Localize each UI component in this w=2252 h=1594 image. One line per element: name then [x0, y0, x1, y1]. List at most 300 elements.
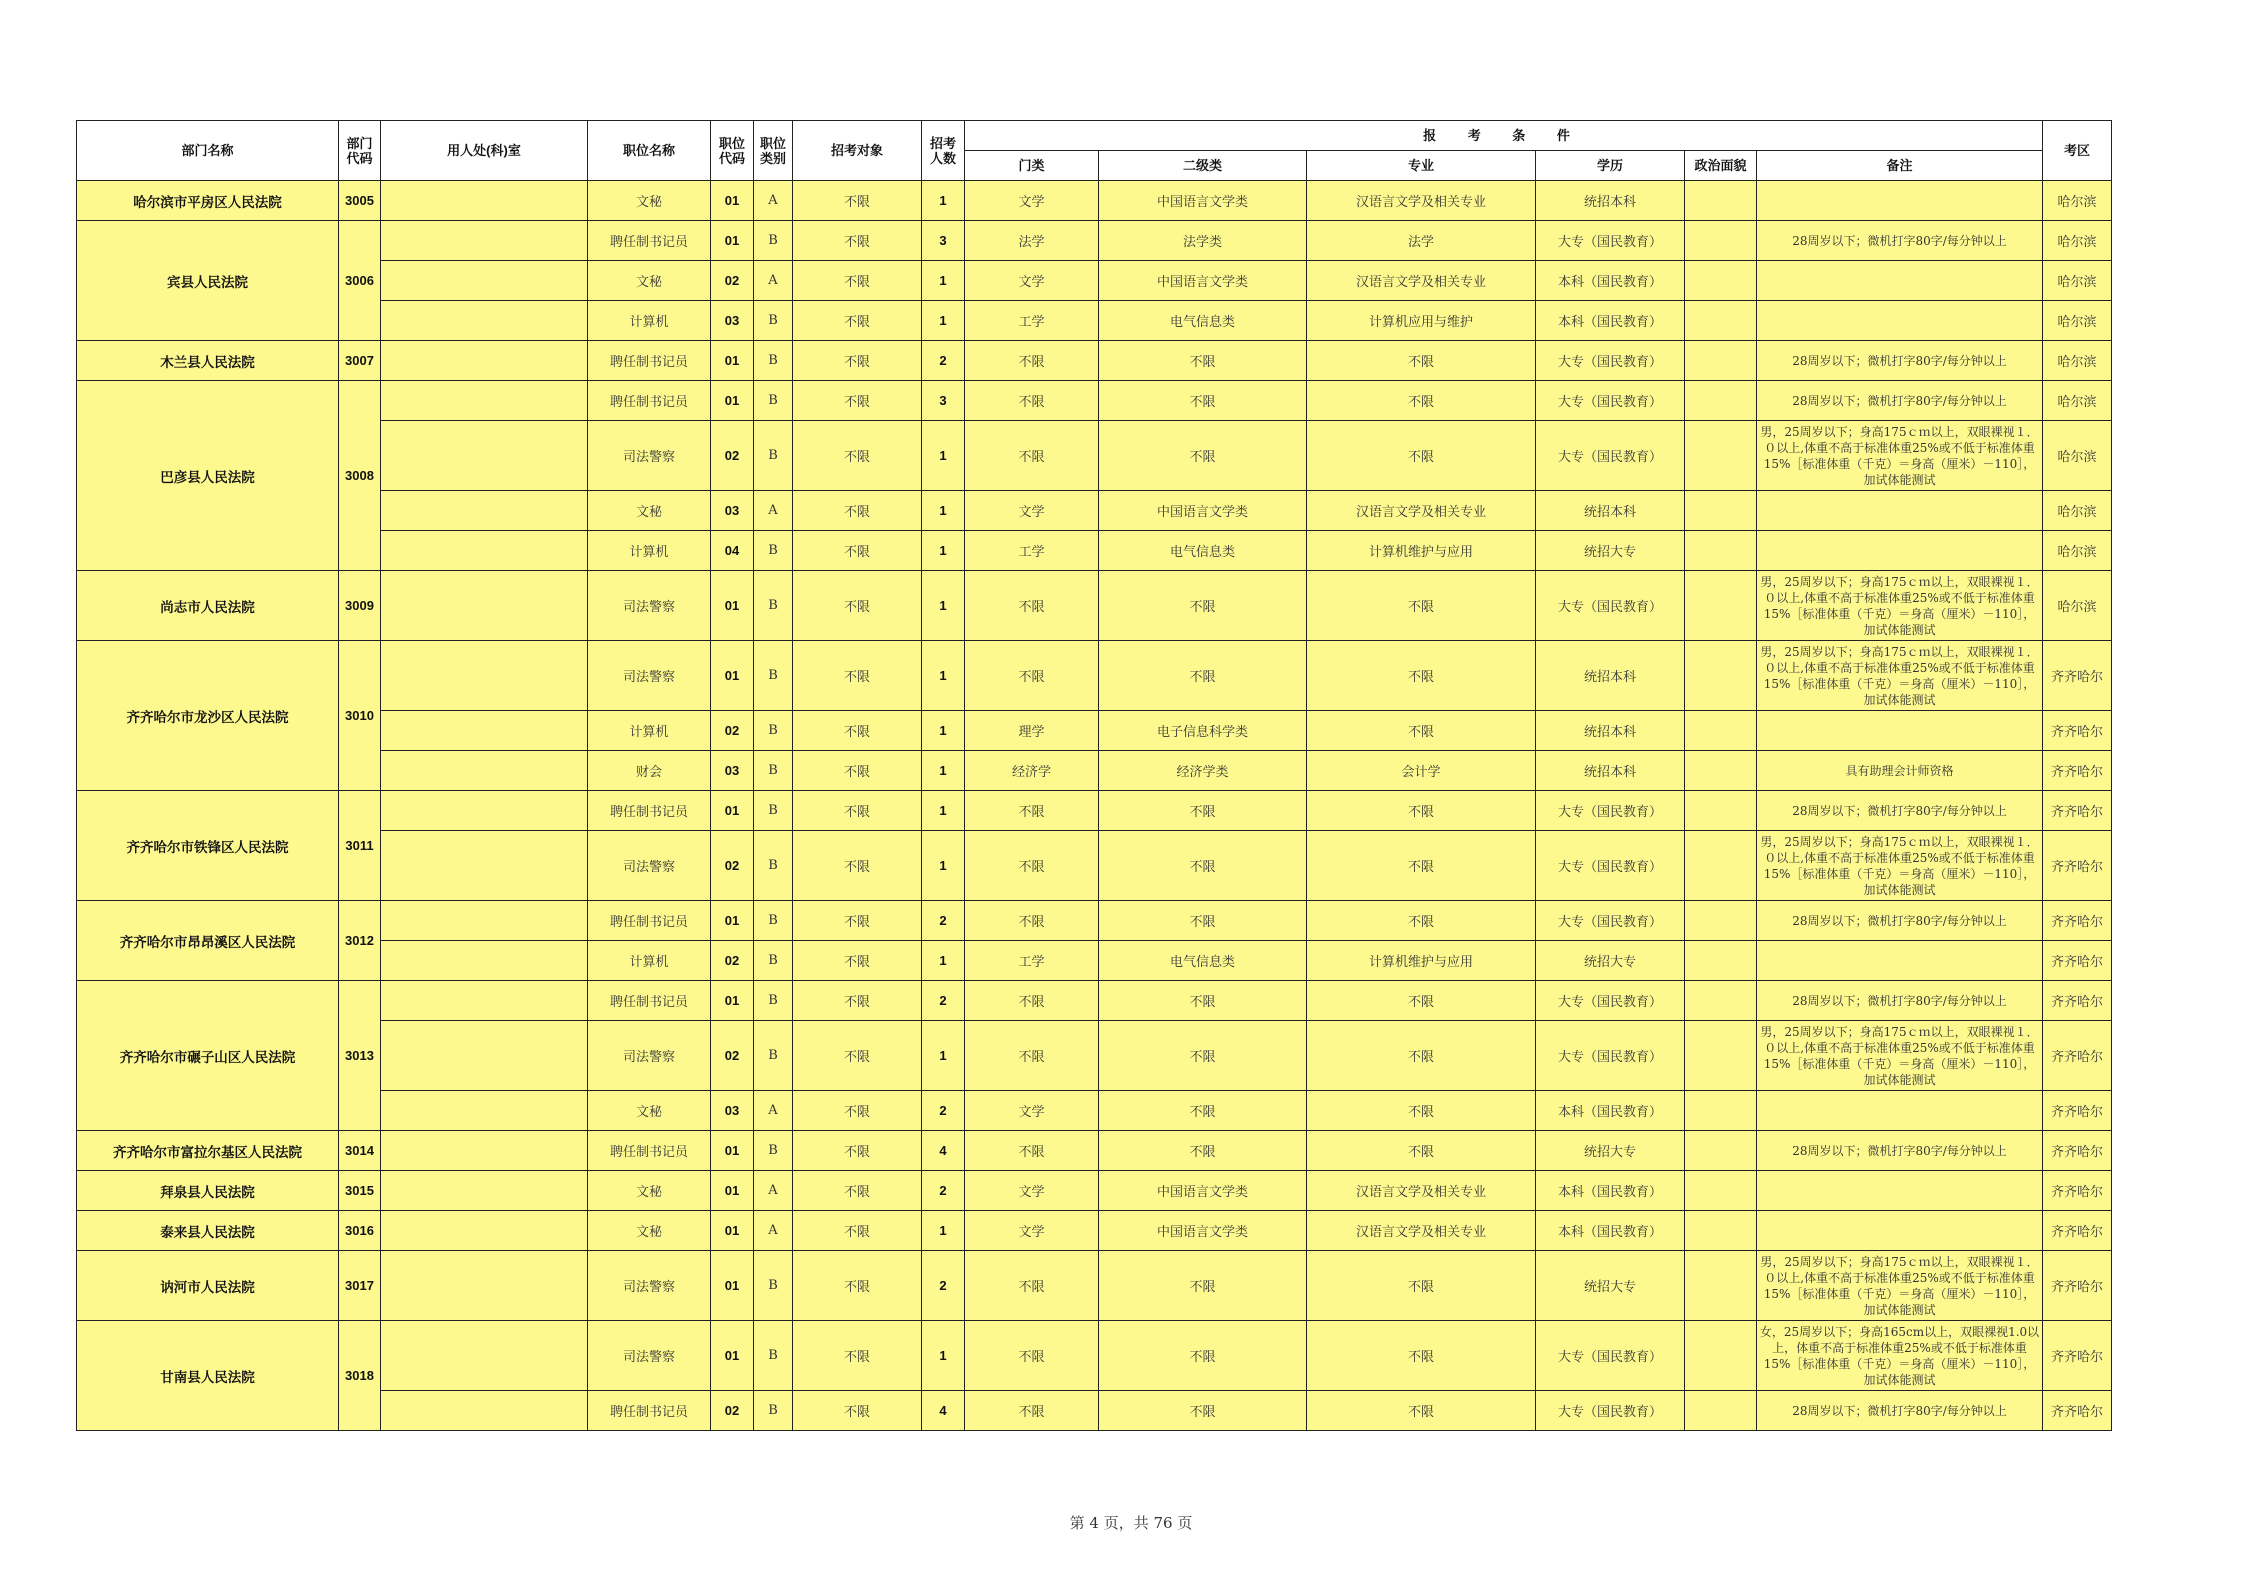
menlei-cell: 文学	[965, 181, 1099, 221]
erji-cell: 不限	[1099, 571, 1307, 641]
education-cell: 本科（国民教育）	[1536, 261, 1685, 301]
count-cell: 2	[922, 981, 965, 1021]
political-cell	[1685, 941, 1757, 981]
political-cell	[1685, 1171, 1757, 1211]
header-position-name: 职位名称	[588, 121, 711, 181]
position-code-cell: 02	[711, 261, 754, 301]
education-cell: 统招本科	[1536, 491, 1685, 531]
political-cell	[1685, 301, 1757, 341]
education-cell: 统招大专	[1536, 531, 1685, 571]
major-cell: 不限	[1307, 341, 1536, 381]
major-cell: 计算机维护与应用	[1307, 531, 1536, 571]
dept-code-cell: 3017	[339, 1251, 381, 1321]
menlei-cell: 不限	[965, 1251, 1099, 1321]
position-code-cell: 02	[711, 941, 754, 981]
office-cell	[381, 1091, 588, 1131]
office-cell	[381, 341, 588, 381]
menlei-cell: 不限	[965, 1021, 1099, 1091]
count-cell: 4	[922, 1391, 965, 1431]
education-cell: 本科（国民教育）	[1536, 1171, 1685, 1211]
erji-cell: 不限	[1099, 901, 1307, 941]
office-cell	[381, 181, 588, 221]
count-cell: 3	[922, 221, 965, 261]
header-menlei: 门类	[965, 151, 1099, 181]
target-cell: 不限	[793, 1171, 922, 1211]
education-cell: 统招本科	[1536, 641, 1685, 711]
region-cell: 哈尔滨	[2043, 571, 2112, 641]
major-cell: 不限	[1307, 1251, 1536, 1321]
table-row	[77, 221, 2112, 261]
table-row	[77, 1211, 2112, 1251]
count-cell: 1	[922, 301, 965, 341]
position-code-cell: 01	[711, 571, 754, 641]
position-name-cell: 聘任制书记员	[588, 981, 711, 1021]
position-name-cell: 文秘	[588, 1091, 711, 1131]
note-cell	[1757, 531, 2043, 571]
position-code-cell: 02	[711, 421, 754, 491]
region-cell: 哈尔滨	[2043, 531, 2112, 571]
erji-cell: 不限	[1099, 1321, 1307, 1391]
education-cell: 统招大专	[1536, 1251, 1685, 1321]
position-name-cell: 司法警察	[588, 421, 711, 491]
menlei-cell: 不限	[965, 981, 1099, 1021]
region-cell: 齐齐哈尔	[2043, 1391, 2112, 1431]
target-cell: 不限	[793, 941, 922, 981]
position-name-cell: 司法警察	[588, 831, 711, 901]
office-cell	[381, 791, 588, 831]
note-cell: 男，25周岁以下；身高175ｃｍ以上，双眼裸视１．０以上,体重不高于标准体重25%或不低于标准体重15%［标准体重（千克）＝身高（厘米）－110］，加试体能测试	[1757, 1251, 2043, 1321]
office-cell	[381, 941, 588, 981]
count-cell: 2	[922, 1251, 965, 1321]
position-code-cell: 01	[711, 641, 754, 711]
count-cell: 4	[922, 1131, 965, 1171]
position-category-cell: A	[754, 1091, 793, 1131]
count-cell: 1	[922, 941, 965, 981]
major-cell: 不限	[1307, 381, 1536, 421]
dept-code-cell: 3013	[339, 981, 381, 1131]
note-cell: 28周岁以下；微机打字80字/每分钟以上	[1757, 901, 2043, 941]
target-cell: 不限	[793, 341, 922, 381]
menlei-cell: 文学	[965, 1091, 1099, 1131]
erji-cell: 不限	[1099, 421, 1307, 491]
menlei-cell: 不限	[965, 901, 1099, 941]
table-row	[77, 421, 2112, 491]
count-cell: 2	[922, 1171, 965, 1211]
major-cell: 汉语言文学及相关专业	[1307, 1211, 1536, 1251]
erji-cell: 电子信息科学类	[1099, 711, 1307, 751]
menlei-cell: 不限	[965, 341, 1099, 381]
region-cell: 哈尔滨	[2043, 221, 2112, 261]
target-cell: 不限	[793, 181, 922, 221]
note-cell: 男，25周岁以下；身高175ｃｍ以上，双眼裸视１．０以上,体重不高于标准体重25%或不低于标准体重15%［标准体重（千克）＝身高（厘米）－110］，加试体能测试	[1757, 641, 2043, 711]
erji-cell: 电气信息类	[1099, 531, 1307, 571]
note-cell	[1757, 181, 2043, 221]
education-cell: 大专（国民教育）	[1536, 571, 1685, 641]
dept-code-cell: 3016	[339, 1211, 381, 1251]
note-cell: 28周岁以下；微机打字80字/每分钟以上	[1757, 1391, 2043, 1431]
note-cell: 男，25周岁以下；身高175ｃｍ以上，双眼裸视１．０以上,体重不高于标准体重25%或不低于标准体重15%［标准体重（千克）＝身高（厘米）－110］，加试体能测试	[1757, 571, 2043, 641]
page-number: 第 4 页，共 76 页	[1069, 1514, 1193, 1532]
office-cell	[381, 901, 588, 941]
region-cell: 齐齐哈尔	[2043, 941, 2112, 981]
political-cell	[1685, 491, 1757, 531]
office-cell	[381, 1211, 588, 1251]
menlei-cell: 法学	[965, 221, 1099, 261]
major-cell: 不限	[1307, 1321, 1536, 1391]
political-cell	[1685, 751, 1757, 791]
note-cell: 28周岁以下；微机打字80字/每分钟以上	[1757, 791, 2043, 831]
region-cell: 齐齐哈尔	[2043, 1091, 2112, 1131]
count-cell: 1	[922, 421, 965, 491]
position-code-cell: 01	[711, 1211, 754, 1251]
major-cell: 不限	[1307, 1131, 1536, 1171]
target-cell: 不限	[793, 261, 922, 301]
erji-cell: 不限	[1099, 641, 1307, 711]
menlei-cell: 不限	[965, 1321, 1099, 1391]
table-row	[77, 751, 2112, 791]
table-row	[77, 1131, 2112, 1171]
position-name-cell: 文秘	[588, 181, 711, 221]
region-cell: 齐齐哈尔	[2043, 641, 2112, 711]
political-cell	[1685, 1251, 1757, 1321]
region-cell: 齐齐哈尔	[2043, 1171, 2112, 1211]
erji-cell: 不限	[1099, 1091, 1307, 1131]
region-cell: 齐齐哈尔	[2043, 1251, 2112, 1321]
menlei-cell: 不限	[965, 791, 1099, 831]
political-cell	[1685, 1211, 1757, 1251]
position-category-cell: B	[754, 1131, 793, 1171]
position-code-cell: 02	[711, 1391, 754, 1431]
erji-cell: 中国语言文学类	[1099, 261, 1307, 301]
count-cell: 2	[922, 901, 965, 941]
political-cell	[1685, 791, 1757, 831]
note-cell	[1757, 261, 2043, 301]
position-code-cell: 02	[711, 831, 754, 901]
note-cell	[1757, 941, 2043, 981]
recruitment-table	[76, 120, 2112, 1431]
position-category-cell: B	[754, 531, 793, 571]
dept-name-cell: 讷河市人民法院	[77, 1251, 339, 1321]
erji-cell: 不限	[1099, 981, 1307, 1021]
position-name-cell: 计算机	[588, 531, 711, 571]
political-cell	[1685, 831, 1757, 901]
dept-name-cell: 尚志市人民法院	[77, 571, 339, 641]
count-cell: 2	[922, 1091, 965, 1131]
political-cell	[1685, 1091, 1757, 1131]
dept-code-cell: 3014	[339, 1131, 381, 1171]
note-cell: 28周岁以下；微机打字80字/每分钟以上	[1757, 1131, 2043, 1171]
count-cell: 1	[922, 181, 965, 221]
major-cell: 不限	[1307, 571, 1536, 641]
table-row	[77, 341, 2112, 381]
political-cell	[1685, 531, 1757, 571]
education-cell: 统招本科	[1536, 711, 1685, 751]
dept-code-cell: 3006	[339, 221, 381, 341]
position-code-cell: 01	[711, 1321, 754, 1391]
position-category-cell: B	[754, 1021, 793, 1091]
table-row	[77, 181, 2112, 221]
dept-name-cell: 甘南县人民法院	[77, 1321, 339, 1431]
table-row	[77, 1321, 2112, 1391]
region-cell: 齐齐哈尔	[2043, 831, 2112, 901]
office-cell	[381, 641, 588, 711]
position-code-cell: 03	[711, 751, 754, 791]
political-cell	[1685, 1391, 1757, 1431]
region-cell: 哈尔滨	[2043, 261, 2112, 301]
count-cell: 1	[922, 261, 965, 301]
dept-code-cell: 3009	[339, 571, 381, 641]
dept-name-cell: 拜泉县人民法院	[77, 1171, 339, 1211]
political-cell	[1685, 341, 1757, 381]
note-cell: 具有助理会计师资格	[1757, 751, 2043, 791]
major-cell: 汉语言文学及相关专业	[1307, 1171, 1536, 1211]
political-cell	[1685, 981, 1757, 1021]
position-category-cell: B	[754, 571, 793, 641]
region-cell: 哈尔滨	[2043, 181, 2112, 221]
dept-code-cell: 3018	[339, 1321, 381, 1431]
position-category-cell: B	[754, 831, 793, 901]
position-name-cell: 司法警察	[588, 571, 711, 641]
count-cell: 3	[922, 381, 965, 421]
erji-cell: 不限	[1099, 1021, 1307, 1091]
table-row	[77, 791, 2112, 831]
major-cell: 法学	[1307, 221, 1536, 261]
header-dept-code: 部门代码	[339, 121, 381, 181]
table-row	[77, 941, 2112, 981]
target-cell: 不限	[793, 751, 922, 791]
position-category-cell: B	[754, 941, 793, 981]
menlei-cell: 经济学	[965, 751, 1099, 791]
position-category-cell: B	[754, 221, 793, 261]
note-cell: 男，25周岁以下；身高175ｃｍ以上，双眼裸视１．０以上,体重不高于标准体重25%或不低于标准体重15%［标准体重（千克）＝身高（厘米）－110］，加试体能测试	[1757, 831, 2043, 901]
major-cell: 汉语言文学及相关专业	[1307, 261, 1536, 301]
office-cell	[381, 301, 588, 341]
position-name-cell: 文秘	[588, 491, 711, 531]
position-name-cell: 文秘	[588, 261, 711, 301]
target-cell: 不限	[793, 831, 922, 901]
major-cell: 会计学	[1307, 751, 1536, 791]
position-category-cell: A	[754, 1171, 793, 1211]
position-category-cell: A	[754, 181, 793, 221]
region-cell: 齐齐哈尔	[2043, 1211, 2112, 1251]
political-cell	[1685, 181, 1757, 221]
header-education: 学历	[1536, 151, 1685, 181]
dept-name-cell: 哈尔滨市平房区人民法院	[77, 181, 339, 221]
note-cell: 男，25周岁以下；身高175ｃｍ以上，双眼裸视１．０以上,体重不高于标准体重25%或不低于标准体重15%［标准体重（千克）＝身高（厘米）－110］，加试体能测试	[1757, 421, 2043, 491]
menlei-cell: 不限	[965, 831, 1099, 901]
region-cell: 齐齐哈尔	[2043, 751, 2112, 791]
education-cell: 统招大专	[1536, 941, 1685, 981]
position-category-cell: B	[754, 751, 793, 791]
count-cell: 1	[922, 641, 965, 711]
position-name-cell: 文秘	[588, 1171, 711, 1211]
political-cell	[1685, 571, 1757, 641]
header-office: 用人处(科)室	[381, 121, 588, 181]
region-cell: 齐齐哈尔	[2043, 901, 2112, 941]
erji-cell: 电气信息类	[1099, 301, 1307, 341]
education-cell: 统招本科	[1536, 751, 1685, 791]
major-cell: 计算机维护与应用	[1307, 941, 1536, 981]
education-cell: 本科（国民教育）	[1536, 1091, 1685, 1131]
office-cell	[381, 981, 588, 1021]
menlei-cell: 不限	[965, 421, 1099, 491]
education-cell: 大专（国民教育）	[1536, 1321, 1685, 1391]
menlei-cell: 不限	[965, 1391, 1099, 1431]
table-row	[77, 981, 2112, 1021]
education-cell: 大专（国民教育）	[1536, 1021, 1685, 1091]
header-region: 考区	[2043, 121, 2112, 181]
position-category-cell: B	[754, 1321, 793, 1391]
target-cell: 不限	[793, 301, 922, 341]
count-cell: 1	[922, 1021, 965, 1091]
table-row	[77, 641, 2112, 711]
major-cell: 不限	[1307, 831, 1536, 901]
table-row	[77, 1171, 2112, 1211]
dept-name-cell: 泰来县人民法院	[77, 1211, 339, 1251]
position-code-cell: 01	[711, 981, 754, 1021]
count-cell: 1	[922, 791, 965, 831]
position-code-cell: 01	[711, 1171, 754, 1211]
position-code-cell: 01	[711, 341, 754, 381]
position-code-cell: 01	[711, 1251, 754, 1321]
target-cell: 不限	[793, 571, 922, 641]
menlei-cell: 文学	[965, 1171, 1099, 1211]
erji-cell: 不限	[1099, 1251, 1307, 1321]
education-cell: 统招本科	[1536, 181, 1685, 221]
menlei-cell: 文学	[965, 1211, 1099, 1251]
position-name-cell: 财会	[588, 751, 711, 791]
count-cell: 1	[922, 571, 965, 641]
table-row	[77, 1391, 2112, 1431]
region-cell: 哈尔滨	[2043, 341, 2112, 381]
office-cell	[381, 381, 588, 421]
office-cell	[381, 751, 588, 791]
education-cell: 大专（国民教育）	[1536, 221, 1685, 261]
education-cell: 统招大专	[1536, 1131, 1685, 1171]
count-cell: 1	[922, 711, 965, 751]
note-cell	[1757, 1171, 2043, 1211]
header-political: 政治面貌	[1685, 151, 1757, 181]
dept-code-cell: 3015	[339, 1171, 381, 1211]
erji-cell: 不限	[1099, 381, 1307, 421]
education-cell: 本科（国民教育）	[1536, 301, 1685, 341]
header-count: 招考人数	[922, 121, 965, 181]
position-category-cell: B	[754, 981, 793, 1021]
office-cell	[381, 1021, 588, 1091]
note-cell: 28周岁以下；微机打字80字/每分钟以上	[1757, 221, 2043, 261]
position-code-cell: 01	[711, 1131, 754, 1171]
political-cell	[1685, 711, 1757, 751]
table-row	[77, 261, 2112, 301]
position-code-cell: 03	[711, 1091, 754, 1131]
dept-name-cell: 齐齐哈尔市碾子山区人民法院	[77, 981, 339, 1131]
count-cell: 1	[922, 751, 965, 791]
dept-name-cell: 齐齐哈尔市龙沙区人民法院	[77, 641, 339, 791]
count-cell: 1	[922, 831, 965, 901]
position-name-cell: 聘任制书记员	[588, 221, 711, 261]
header-target: 招考对象	[793, 121, 922, 181]
dept-code-cell: 3010	[339, 641, 381, 791]
count-cell: 1	[922, 531, 965, 571]
dept-name-cell: 齐齐哈尔市昂昂溪区人民法院	[77, 901, 339, 981]
position-category-cell: B	[754, 381, 793, 421]
region-cell: 齐齐哈尔	[2043, 981, 2112, 1021]
office-cell	[381, 831, 588, 901]
target-cell: 不限	[793, 981, 922, 1021]
note-cell: 28周岁以下；微机打字80字/每分钟以上	[1757, 381, 2043, 421]
office-cell	[381, 261, 588, 301]
position-name-cell: 计算机	[588, 941, 711, 981]
region-cell: 哈尔滨	[2043, 421, 2112, 491]
menlei-cell: 理学	[965, 711, 1099, 751]
dept-name-cell: 木兰县人民法院	[77, 341, 339, 381]
erji-cell: 不限	[1099, 1391, 1307, 1431]
note-cell: 28周岁以下；微机打字80字/每分钟以上	[1757, 341, 2043, 381]
table-row	[77, 901, 2112, 941]
major-cell: 不限	[1307, 1391, 1536, 1431]
position-category-cell: B	[754, 1391, 793, 1431]
education-cell: 大专（国民教育）	[1536, 381, 1685, 421]
political-cell	[1685, 1131, 1757, 1171]
table-row	[77, 571, 2112, 641]
position-code-cell: 03	[711, 491, 754, 531]
target-cell: 不限	[793, 901, 922, 941]
position-code-cell: 03	[711, 301, 754, 341]
office-cell	[381, 1131, 588, 1171]
erji-cell: 经济学类	[1099, 751, 1307, 791]
education-cell: 大专（国民教育）	[1536, 791, 1685, 831]
erji-cell: 电气信息类	[1099, 941, 1307, 981]
position-category-cell: B	[754, 1251, 793, 1321]
position-category-cell: A	[754, 261, 793, 301]
count-cell: 2	[922, 341, 965, 381]
education-cell: 大专（国民教育）	[1536, 831, 1685, 901]
position-category-cell: B	[754, 711, 793, 751]
note-cell: 28周岁以下；微机打字80字/每分钟以上	[1757, 981, 2043, 1021]
political-cell	[1685, 1321, 1757, 1391]
target-cell: 不限	[793, 1321, 922, 1391]
menlei-cell: 工学	[965, 531, 1099, 571]
header-conditions: 报 考 条 件	[965, 121, 2043, 151]
office-cell	[381, 421, 588, 491]
position-code-cell: 01	[711, 791, 754, 831]
note-cell: 女，25周岁以下；身高165cm以上，双眼裸视1.0以上，体重不高于标准体重25%或不低于标准体重15%［标准体重（千克）＝身高（厘米）－110］，加试体能测试	[1757, 1321, 2043, 1391]
target-cell: 不限	[793, 491, 922, 531]
target-cell: 不限	[793, 1131, 922, 1171]
political-cell	[1685, 1021, 1757, 1091]
dept-code-cell: 3012	[339, 901, 381, 981]
position-name-cell: 聘任制书记员	[588, 381, 711, 421]
education-cell: 大专（国民教育）	[1536, 901, 1685, 941]
major-cell: 不限	[1307, 641, 1536, 711]
position-name-cell: 聘任制书记员	[588, 1391, 711, 1431]
header-position-code: 职位代码	[711, 121, 754, 181]
region-cell: 哈尔滨	[2043, 491, 2112, 531]
position-name-cell: 聘任制书记员	[588, 901, 711, 941]
table-row	[77, 1091, 2112, 1131]
note-cell	[1757, 301, 2043, 341]
political-cell	[1685, 221, 1757, 261]
major-cell: 不限	[1307, 711, 1536, 751]
erji-cell: 中国语言文学类	[1099, 491, 1307, 531]
target-cell: 不限	[793, 1211, 922, 1251]
dept-name-cell: 宾县人民法院	[77, 221, 339, 341]
position-category-cell: B	[754, 301, 793, 341]
target-cell: 不限	[793, 381, 922, 421]
table-row	[77, 301, 2112, 341]
major-cell: 不限	[1307, 1091, 1536, 1131]
education-cell: 本科（国民教育）	[1536, 1211, 1685, 1251]
